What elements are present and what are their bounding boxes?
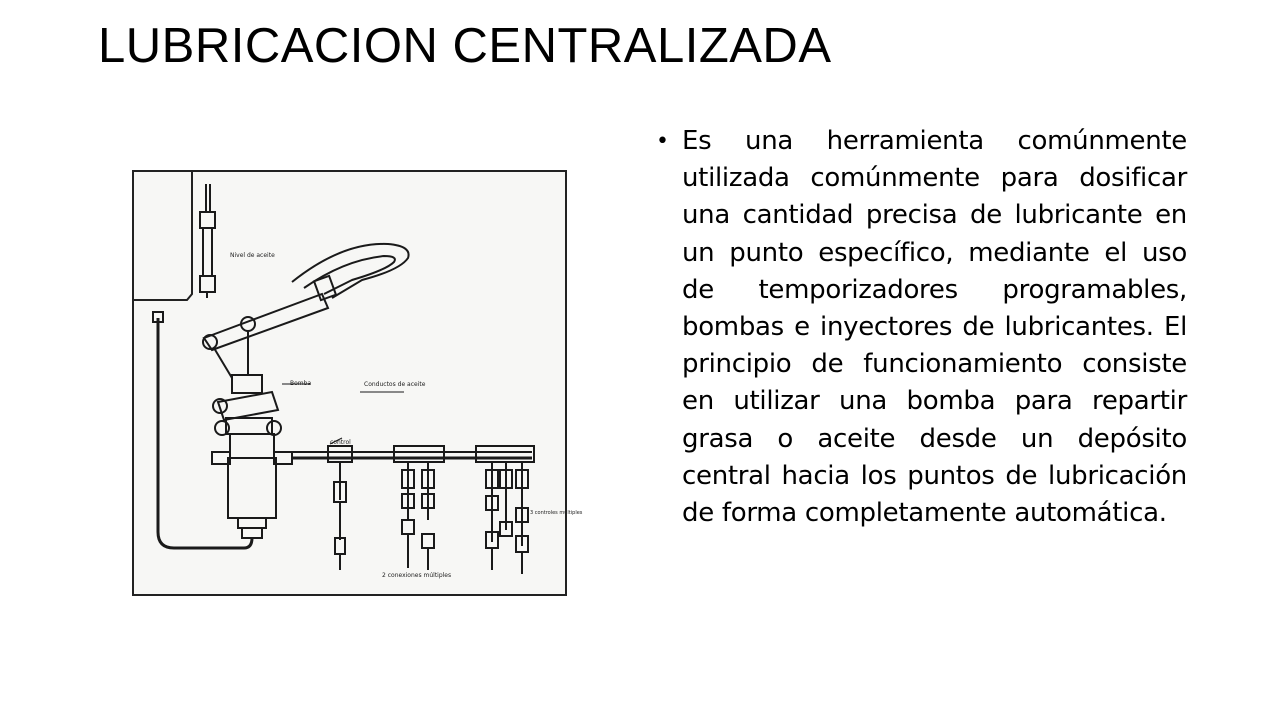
label-controles-multiples: 3 controles múltiples <box>530 510 583 516</box>
lubrication-system-diagram <box>132 170 583 596</box>
bullet-text: Es una herramienta comúnmente utilizada comúnmente para dosificar una cantidad precisa de lubricante en un punto específico, mediante el uso de temporizadores programables, bombas e inyectores de lubricantes. El principio de funcionamiento consiste en utilizar una bomba para repartir grasa o aceite desde un depósito central hacia los puntos de lubricación de forma completamente automática. <box>682 126 1187 529</box>
label-control: control <box>330 439 351 446</box>
slide-title: LUBRICACION CENTRALIZADA <box>98 19 832 73</box>
label-conductos-aceite: Conductos de aceite <box>364 381 426 388</box>
bullet-icon: • <box>656 129 669 154</box>
label-bomba: Bomba <box>290 380 312 387</box>
label-nivel-aceite: Nivel de aceite <box>230 252 275 259</box>
label-conexiones-multiples: 2 conexiones múltiples <box>382 572 452 579</box>
bullet-item <box>656 123 1187 532</box>
